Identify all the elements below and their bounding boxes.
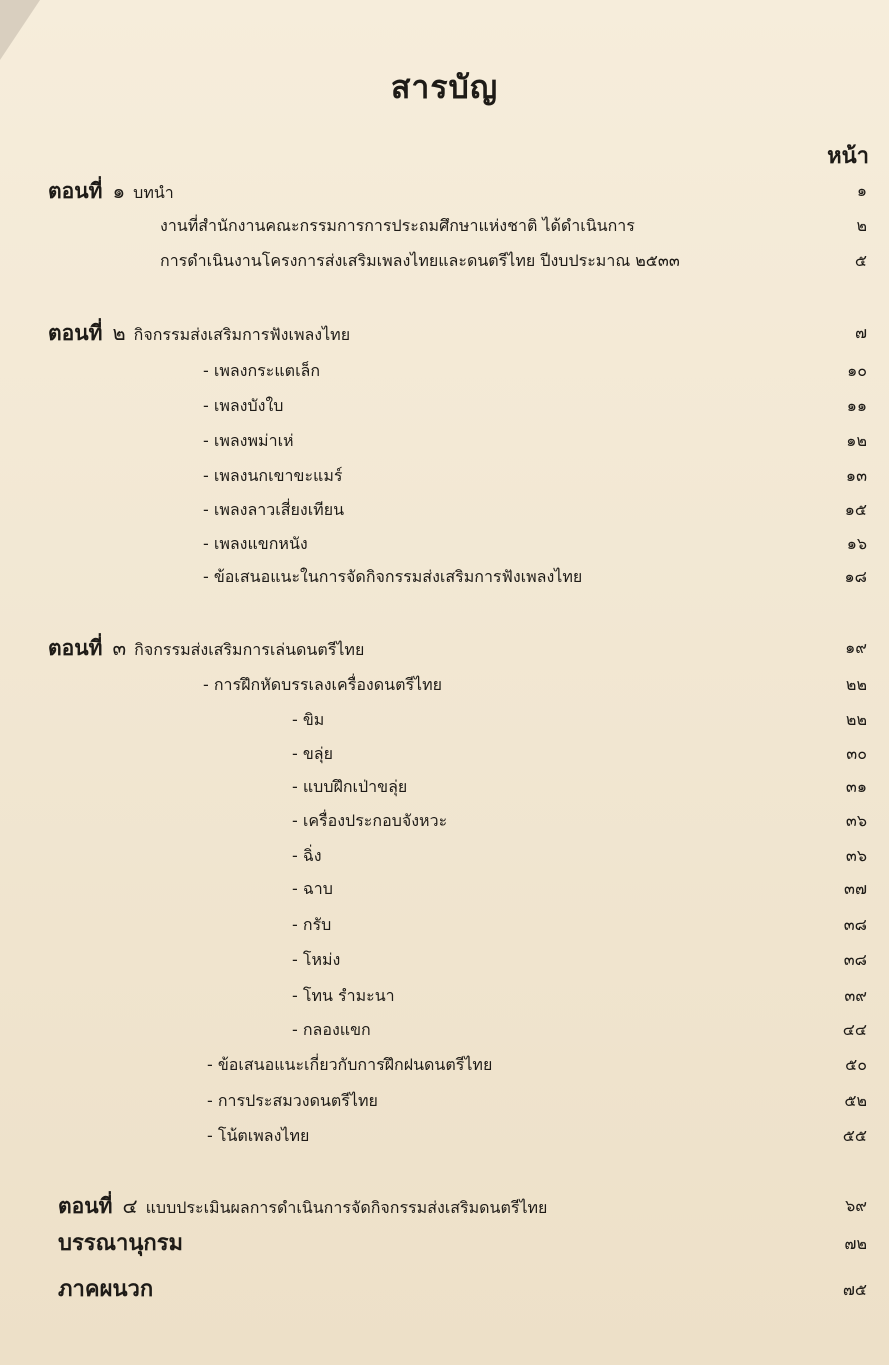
section-label: ตอนที่ bbox=[48, 321, 103, 345]
toc-entry bbox=[0, 246, 889, 276]
page-number: ๓๘ bbox=[843, 950, 867, 969]
toc-entry bbox=[0, 495, 889, 525]
section-label: ตอนที่ bbox=[58, 1194, 113, 1218]
page-column-header: หน้า bbox=[827, 144, 869, 169]
section-title: แบบประเมินผลการดำเนินการจัดกิจกรรมส่งเสริมดนตรีไทย bbox=[145, 1198, 548, 1217]
entry-text: การดำเนินงานโครงการส่งเสริมเพลงไทยและดนตรีไทย ปีงบประมาณ ๒๕๓๓ bbox=[160, 251, 680, 270]
section-title: กิจกรรมส่งเสริมการฟังเพลงไทย bbox=[133, 325, 351, 344]
entry-text: - เพลงกระแตเล็ก bbox=[203, 361, 321, 380]
page-number: ๑๒ bbox=[846, 431, 867, 450]
toc-entry bbox=[0, 562, 889, 592]
entry-text: - ข้อเสนอแนะเกี่ยวกับการฝึกฝนดนตรีไทย bbox=[207, 1055, 493, 1074]
page-number: ๓๖ bbox=[845, 846, 867, 865]
page-number: ๓๖ bbox=[845, 811, 867, 830]
entry-text: - การประสมวงดนตรีไทย bbox=[207, 1091, 378, 1110]
section-label: ตอนที่ bbox=[48, 636, 103, 660]
toc-entry bbox=[0, 705, 889, 735]
entry-text: - เพลงพม่าเห่ bbox=[203, 431, 294, 450]
toc-entry bbox=[0, 1086, 889, 1116]
section-title: กิจกรรมส่งเสริมการเล่นดนตรีไทย bbox=[134, 640, 365, 659]
toc-entry bbox=[0, 1050, 889, 1080]
page-number: ๓๘ bbox=[843, 915, 867, 934]
page-title: สารบัญ bbox=[390, 68, 499, 106]
toc-section bbox=[0, 633, 889, 663]
page-number: ๒๒ bbox=[845, 710, 867, 729]
entry-text: - เพลงแขกหนัง bbox=[203, 534, 308, 553]
page-number: ๓๙ bbox=[844, 986, 867, 1005]
toc-entry bbox=[0, 461, 889, 491]
toc-entry bbox=[0, 211, 889, 241]
page-number: ๕๕ bbox=[842, 1126, 867, 1145]
toc-entry bbox=[0, 356, 889, 386]
page-number: ๑ bbox=[856, 181, 867, 200]
toc-entry bbox=[0, 670, 889, 700]
entry-text: - ขิม bbox=[292, 710, 325, 729]
page-number: ๗๒ bbox=[844, 1234, 867, 1253]
page-number: ๑๙ bbox=[845, 638, 867, 657]
entry-text: - เพลงบังใบ bbox=[203, 396, 284, 415]
section-number: ๒ bbox=[112, 321, 126, 345]
page-number: ๓๑ bbox=[845, 777, 867, 796]
page-number: ๓๗ bbox=[844, 879, 867, 898]
toc-entry bbox=[0, 391, 889, 421]
page-corner-fold bbox=[0, 0, 40, 60]
toc-entry bbox=[0, 806, 889, 836]
toc-entry bbox=[0, 910, 889, 940]
page-number: ๕๐ bbox=[845, 1055, 867, 1074]
toc-section bbox=[0, 176, 889, 206]
page-number: ๕๒ bbox=[844, 1091, 867, 1110]
entry-text: - การฝึกหัดบรรเลงเครื่องดนตรีไทย bbox=[203, 675, 443, 694]
entry-text: - แบบฝึกเป่าขลุ่ย bbox=[292, 777, 408, 796]
toc-section bbox=[0, 1191, 889, 1221]
toc-entry bbox=[0, 739, 889, 769]
entry-text: - เครื่องประกอบจังหวะ bbox=[292, 811, 448, 830]
page-number: ๖๙ bbox=[845, 1196, 867, 1215]
page-number: ๑๓ bbox=[845, 466, 867, 485]
toc-entry bbox=[0, 1015, 889, 1045]
entry-text: - ฉาบ bbox=[292, 879, 333, 898]
entry-text: - กรับ bbox=[292, 915, 332, 934]
toc-entry bbox=[0, 874, 889, 904]
toc-appendix bbox=[0, 1275, 889, 1305]
entry-text: - โทน รำมะนา bbox=[292, 986, 395, 1005]
page-number: ๑๖ bbox=[846, 534, 867, 553]
entry-text: - ฉิ่ง bbox=[292, 846, 322, 865]
toc-entry bbox=[0, 981, 889, 1011]
toc-section bbox=[0, 318, 889, 348]
page-number: ๗ bbox=[854, 323, 867, 342]
page-number: ๑๐ bbox=[847, 361, 867, 380]
toc-entry bbox=[0, 1121, 889, 1151]
entry-text: - โหม่ง bbox=[292, 950, 341, 969]
entry-text: - โน้ตเพลงไทย bbox=[207, 1126, 310, 1145]
toc-entry bbox=[0, 945, 889, 975]
entry-text: - ขลุ่ย bbox=[292, 744, 333, 763]
page-number: ๑๑ bbox=[846, 396, 867, 415]
entry-text: - กลองแขก bbox=[292, 1020, 371, 1039]
section-title: บทนำ bbox=[133, 183, 174, 202]
page-number: ๑๕ bbox=[844, 500, 867, 519]
toc-entry bbox=[0, 426, 889, 456]
section-number: ๑ bbox=[112, 179, 126, 203]
page-number: ๔๔ bbox=[842, 1020, 867, 1039]
entry-text: - ข้อเสนอแนะในการจัดกิจกรรมส่งเสริมการฟังเพลงไทย bbox=[203, 567, 583, 586]
toc-entry bbox=[0, 772, 889, 802]
entry-text: - เพลงลาวเสี่ยงเทียน bbox=[203, 500, 345, 519]
entry-text: - เพลงนกเขาขะแมร์ bbox=[203, 466, 343, 485]
toc-bibliography bbox=[0, 1229, 889, 1259]
section-number: ๓ bbox=[112, 636, 127, 660]
page-number: ๒ bbox=[856, 216, 867, 235]
toc-entry bbox=[0, 841, 889, 871]
section-number: ๔ bbox=[122, 1194, 138, 1218]
page-number: ๕ bbox=[854, 251, 867, 270]
page-number: ๑๘ bbox=[844, 567, 867, 586]
entry-text: งานที่สำนักงานคณะกรรมการการประถมศึกษาแห่งชาติ ได้ดำเนินการ bbox=[160, 216, 635, 235]
toc-entry bbox=[0, 529, 889, 559]
section-label: ตอนที่ bbox=[48, 179, 103, 203]
page-number: ๗๕ bbox=[842, 1280, 867, 1299]
entry-text: ภาคผนวก bbox=[58, 1277, 154, 1302]
page-number: ๓๐ bbox=[846, 744, 867, 763]
entry-text: บรรณานุกรม bbox=[58, 1231, 184, 1256]
page-number: ๒๒ bbox=[845, 675, 867, 694]
